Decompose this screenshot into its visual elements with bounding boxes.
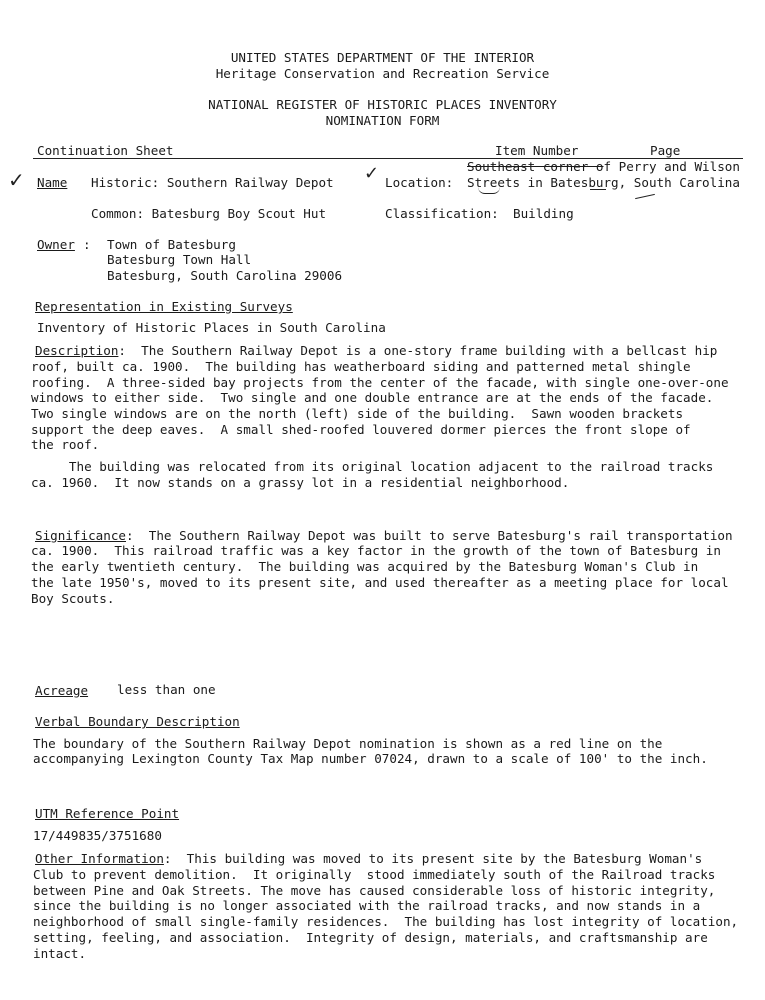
significance-line: the late 1950's, moved to its present site, and used thereafter as a meeting place for local bbox=[31, 575, 729, 590]
description-line-1 bbox=[31, 343, 717, 359]
item-number-label: Item Number bbox=[495, 143, 579, 158]
handwritten-mark bbox=[590, 189, 606, 190]
location-struck-text: Southeast corner o bbox=[467, 159, 604, 174]
significance-line: the early twentieth century. The building was acquired by the Batesburg Woman's Club in bbox=[31, 559, 699, 574]
significance-line: Boy Scouts. bbox=[31, 591, 115, 606]
acreage-value: less than one bbox=[117, 682, 216, 697]
significance-line-1 bbox=[31, 528, 733, 544]
header-line-1: UNITED STATES DEPARTMENT OF THE INTERIOR bbox=[230, 50, 535, 65]
continuation-sheet-label: Continuation Sheet bbox=[37, 143, 174, 158]
location-line-1 bbox=[467, 159, 740, 175]
name-historic: Historic: Southern Railway Depot bbox=[91, 175, 334, 190]
boundary-heading: Verbal Boundary Description bbox=[35, 714, 240, 729]
other-line: Club to prevent demolition. It originally stood immediately south of the Railroad tracks bbox=[33, 867, 716, 882]
owner-line-2: Batesburg Town Hall bbox=[107, 252, 252, 267]
boundary-line: accompanying Lexington County Tax Map number 07024, drawn to a scale of 100' to the inch. bbox=[33, 751, 708, 766]
description-line: windows to either side. Two single and one double entrance are at the ends of the facade. bbox=[31, 390, 714, 405]
description-para2-line: The building was relocated from its original location adjacent to the railroad tracks bbox=[31, 459, 714, 474]
other-line: neighborhood of small single-family residences. The building has lost integrity of location, bbox=[33, 914, 739, 929]
description-line: roof, built ca. 1900. The building has weatherboard siding and patterned metal shingle bbox=[31, 359, 691, 374]
header-line-2: Heritage Conservation and Recreation Service bbox=[215, 66, 550, 81]
location-label: Location: bbox=[385, 175, 454, 190]
utm-heading: UTM Reference Point bbox=[35, 806, 180, 821]
representation-text: Inventory of Historic Places in South Carolina bbox=[37, 320, 386, 335]
description-heading: Description bbox=[35, 343, 119, 358]
representation-heading: Representation in Existing Surveys bbox=[35, 299, 293, 314]
header-line-3: NATIONAL REGISTER OF HISTORIC PLACES INVENTORY bbox=[208, 97, 557, 112]
owner-label: Owner bbox=[37, 237, 75, 252]
utm-value: 17/449835/3751680 bbox=[33, 828, 162, 843]
description-para2-line: ca. 1960. It now stands on a grassy lot in a residential neighborhood. bbox=[31, 475, 570, 490]
other-line-1 bbox=[31, 851, 702, 867]
check-icon: ✓ bbox=[8, 168, 25, 192]
other-text: : This building was moved to its present site by the Batesburg Woman's bbox=[163, 851, 703, 866]
name-label: Name bbox=[37, 175, 68, 190]
handwritten-mark bbox=[635, 194, 655, 199]
significance-line: ca. 1900. This railroad traffic was a key factor in the growth of the town of Batesburg in bbox=[31, 543, 721, 558]
owner-line-1: Town of Batesburg bbox=[107, 237, 236, 252]
header-line-4: NOMINATION FORM bbox=[325, 113, 440, 128]
description-line: roofing. A three-sided bay projects from the center of the facade, with single one-over-one bbox=[31, 375, 729, 390]
owner-line-3: Batesburg, South Carolina 29006 bbox=[107, 268, 343, 283]
classification-value: Building bbox=[513, 206, 574, 221]
check-icon: ✓ bbox=[364, 163, 380, 184]
description-line: Two single windows are on the north (left) side of the building. Sawn wooden brackets bbox=[31, 406, 684, 421]
other-line: since the building is no longer associated with the railroad tracks, and now stands in a bbox=[33, 898, 701, 913]
significance-text: : The Southern Railway Depot was built to serve Batesburg's rail transportation bbox=[126, 528, 733, 543]
handwritten-mark bbox=[478, 187, 500, 194]
classification-label: Classification: bbox=[385, 206, 499, 221]
boundary-line: The boundary of the Southern Railway Depot nomination is shown as a red line on the bbox=[33, 736, 663, 751]
other-line: between Pine and Oak Streets. The move has caused considerable loss of historic integrity, bbox=[33, 883, 716, 898]
acreage-heading: Acreage bbox=[35, 683, 89, 698]
location-line-1-rest: f Perry and Wilson bbox=[603, 159, 740, 174]
other-line: intact. bbox=[33, 946, 87, 961]
location-line-2: Streets in Batesburg, South Carolina bbox=[467, 175, 740, 190]
page-label: Page bbox=[650, 143, 681, 158]
description-line: support the deep eaves. A small shed-roofed louvered dormer pierces the front slope of bbox=[31, 422, 691, 437]
other-heading: Other Information bbox=[35, 851, 164, 866]
name-common: Common: Batesburg Boy Scout Hut bbox=[91, 206, 327, 221]
description-text: : The Southern Railway Depot is a one-story frame building with a bellcast hip bbox=[118, 343, 718, 358]
other-line: setting, feeling, and association. Integrity of design, materials, and craftsmanship are bbox=[33, 930, 708, 945]
description-line: the roof. bbox=[31, 437, 100, 452]
significance-heading: Significance bbox=[35, 528, 126, 543]
owner-colon: : bbox=[83, 237, 91, 252]
